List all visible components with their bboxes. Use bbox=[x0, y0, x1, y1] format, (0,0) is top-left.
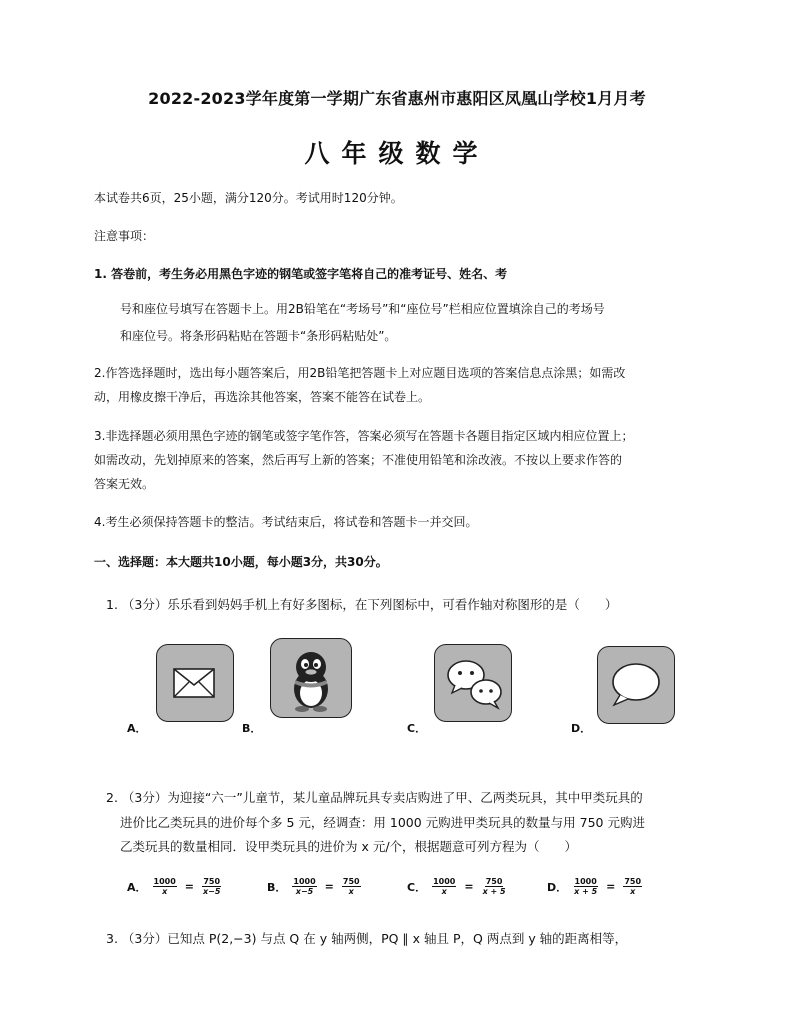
q2-option-a[interactable] bbox=[127, 877, 221, 896]
option-label: C． bbox=[407, 880, 427, 894]
denominator: x−5 bbox=[203, 887, 221, 896]
question-2-line: 进价比乙类玩具的进价每个多 5 元，经调查：用 1000 元购进甲类玩具的数量与用 750 元购进 bbox=[120, 815, 645, 830]
q2-option-d[interactable] bbox=[547, 877, 642, 896]
fraction-right bbox=[202, 877, 221, 896]
notice-line: 答案无效。 bbox=[94, 477, 155, 491]
notice-line: 如需改动，先划掉原来的答案，然后再写上新的答案；不准使用铅笔和涂改液。不按以上要求作答的 bbox=[94, 453, 623, 467]
q2-option-b[interactable] bbox=[267, 877, 361, 896]
subject-title: 八年级数学 bbox=[304, 139, 490, 168]
notice-line: 3.非选择题必须用黑色字迹的钢笔或签字笔作答，答案必须写在答题卡各题目指定区域内相应位置上； bbox=[94, 429, 634, 443]
numerator: 1000 bbox=[293, 877, 316, 886]
penguin-icon bbox=[271, 639, 351, 717]
option-label: B． bbox=[242, 722, 262, 735]
denominator: x + 5 bbox=[482, 887, 506, 896]
denominator: x bbox=[348, 887, 354, 896]
option-label: D． bbox=[547, 880, 568, 894]
notice-line: 动，用橡皮擦干净后，再选涂其他答案，答案不能答在试卷上。 bbox=[94, 390, 431, 404]
fraction-left bbox=[153, 877, 177, 896]
numerator: 1000 bbox=[153, 877, 176, 886]
numerator: 750 bbox=[342, 877, 360, 886]
fraction-right bbox=[623, 877, 642, 896]
numerator: 1000 bbox=[574, 877, 597, 886]
option-label: C． bbox=[407, 722, 427, 735]
option-label: B． bbox=[267, 880, 287, 894]
fraction-left bbox=[432, 877, 456, 896]
equals-sign: = bbox=[606, 880, 616, 893]
exam-intro: 本试卷共6页，25小题，满分120分。考试用时120分钟。 bbox=[94, 191, 403, 205]
equals-sign: = bbox=[184, 880, 194, 893]
chat-bubbles-icon bbox=[435, 645, 511, 721]
option-b-box[interactable] bbox=[270, 638, 352, 718]
notice-line: 1. 答卷前，考生务必用黑色字迹的钢笔或签字笔将自己的准考证号、姓名、考 bbox=[94, 267, 508, 281]
fraction-right bbox=[482, 877, 507, 896]
denominator: x bbox=[630, 887, 636, 896]
section-heading: 一、选择题：本大题共10小题，每小题3分，共30分。 bbox=[94, 555, 388, 569]
fraction-right bbox=[342, 877, 361, 896]
denominator: x + 5 bbox=[574, 887, 598, 896]
denominator: x bbox=[441, 887, 447, 896]
question-2-line: 乙类玩具的数量相同．设甲类玩具的进价为 x 元/个，根据题意可列方程为（ ） bbox=[120, 839, 578, 854]
exam-title: 2022-2023学年度第一学期广东省惠州市惠阳区凤凰山学校1月月考 bbox=[148, 89, 646, 108]
denominator: x bbox=[162, 887, 168, 896]
speech-bubble-icon bbox=[598, 647, 674, 723]
numerator: 1000 bbox=[433, 877, 456, 886]
notice-heading: 注意事项： bbox=[94, 229, 155, 243]
notice-line: 4.考生必须保持答题卡的整洁。考试结束后，将试卷和答题卡一并交回。 bbox=[94, 515, 478, 529]
denominator: x−5 bbox=[295, 887, 314, 896]
notice-line: 和座位号。将条形码粘贴在答题卡“条形码粘贴处”。 bbox=[120, 329, 397, 343]
option-label: A． bbox=[127, 722, 147, 735]
option-a-box[interactable] bbox=[156, 644, 234, 722]
notice-line: 2.作答选择题时，选出每小题答案后，用2B铅笔把答题卡上对应题目选项的答案信息点涂黑；如需改 bbox=[94, 366, 626, 380]
option-d-box[interactable] bbox=[597, 646, 675, 724]
question-1: 1. （3分）乐乐看到妈妈手机上有好多图标，在下列图标中，可看作轴对称图形的是（ ） bbox=[106, 597, 618, 612]
numerator: 750 bbox=[485, 877, 503, 886]
mail-icon bbox=[157, 645, 233, 721]
fraction-left bbox=[573, 877, 598, 896]
equals-sign: = bbox=[324, 880, 334, 893]
option-c-box[interactable] bbox=[434, 644, 512, 722]
q2-option-c[interactable] bbox=[407, 877, 507, 896]
question-2-line: 2. （3分）为迎接“六一”儿童节，某儿童品牌玩具专卖店购进了甲、乙两类玩具，其中甲类玩具的 bbox=[106, 790, 643, 805]
question-3: 3. （3分）已知点 P(2,−3) 与点 Q 在 y 轴两侧，PQ ∥ x 轴且 P，Q 两点到 y 轴的距离相等， bbox=[106, 931, 628, 946]
notice-line: 号和座位号填写在答题卡上。用2B铅笔在“考场号”和“座位号”栏相应位置填涂自己的考场号 bbox=[120, 302, 605, 316]
numerator: 750 bbox=[203, 877, 221, 886]
option-label: A． bbox=[127, 880, 147, 894]
option-label: D． bbox=[571, 722, 592, 735]
equals-sign: = bbox=[464, 880, 474, 893]
numerator: 750 bbox=[624, 877, 642, 886]
fraction-left bbox=[292, 877, 316, 896]
